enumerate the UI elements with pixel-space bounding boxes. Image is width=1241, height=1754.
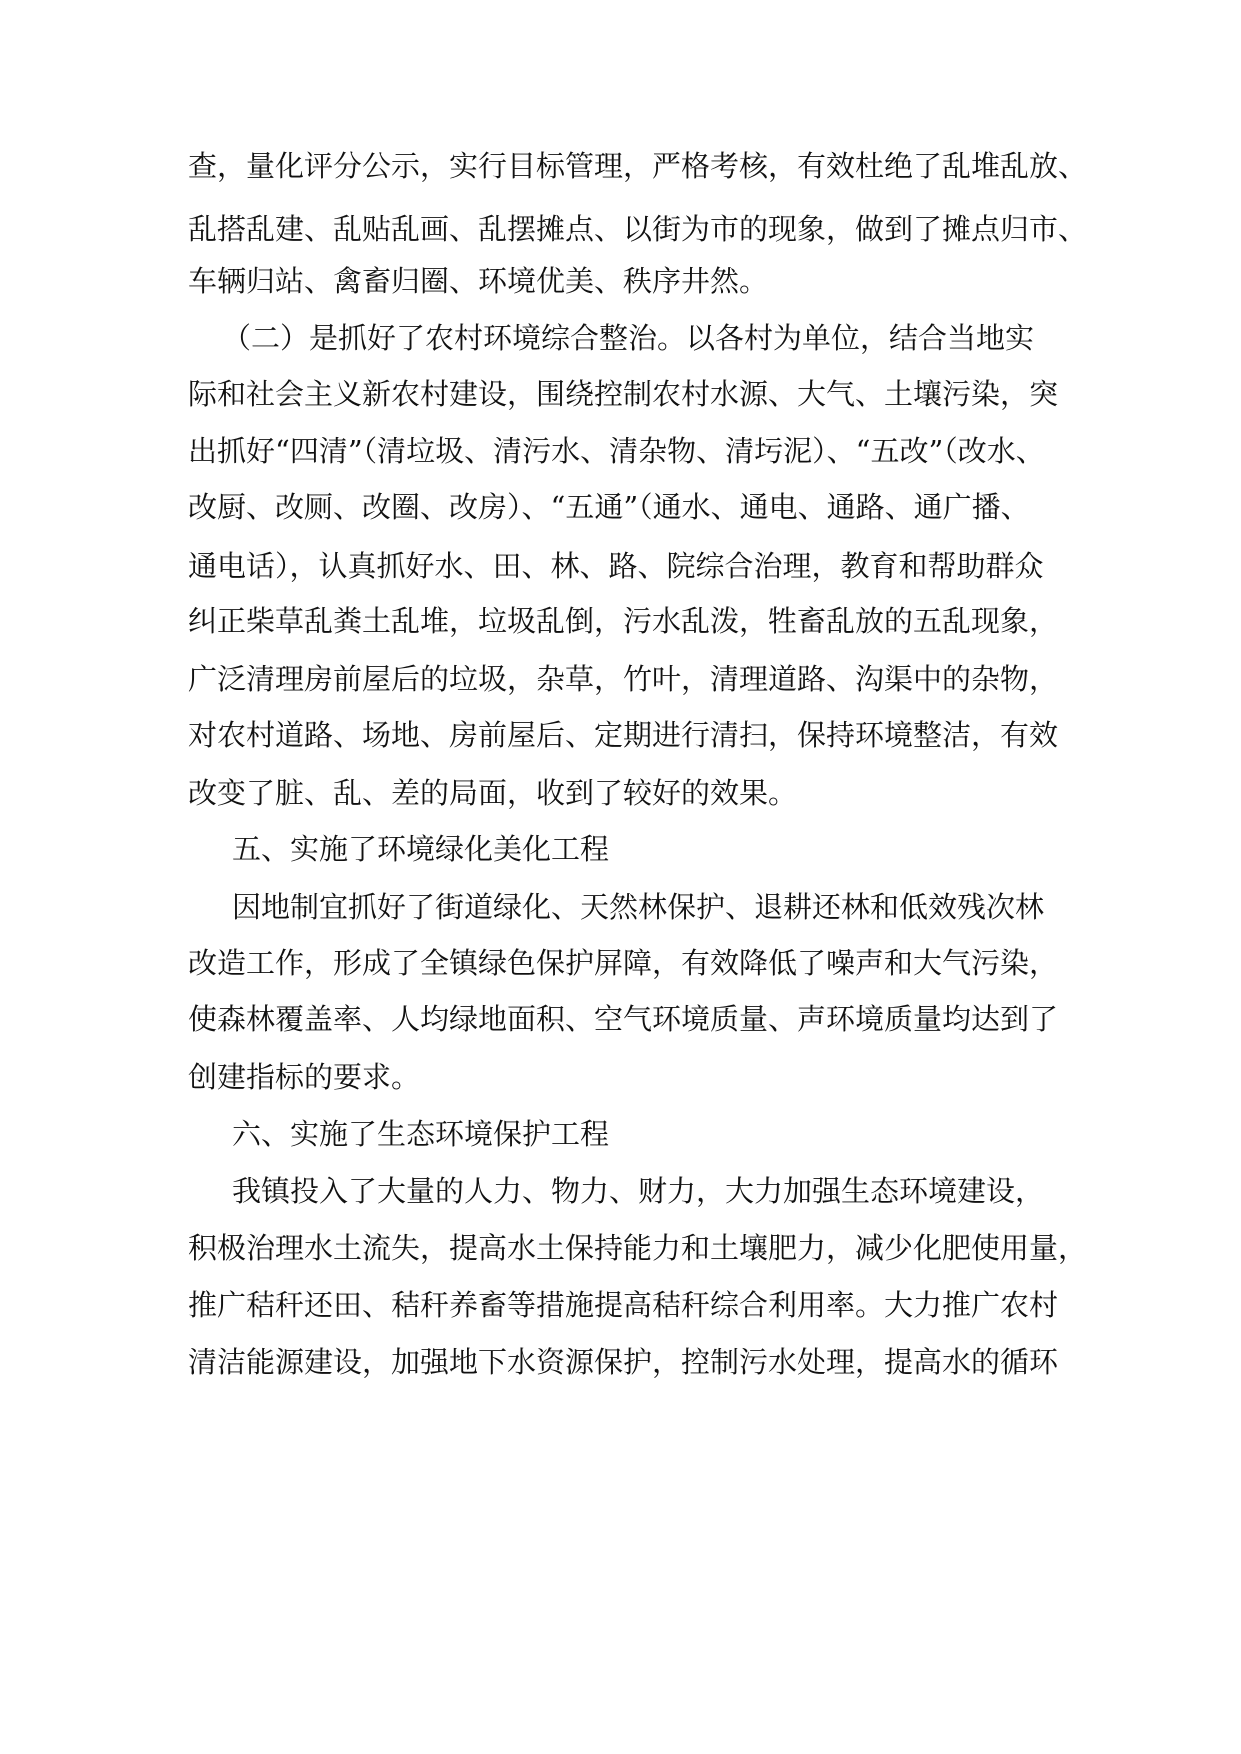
text-line: 使森林覆盖率、人均绿地面积、空气环境质量、声环境质量均达到了 xyxy=(188,1002,1059,1036)
text-line: 改厨、改厕、改圈、改房）、“五通”（通水、通电、通路、通广播、 xyxy=(188,490,1030,524)
text-line: （二）是抓好了农村环境综合整治。以各村为单位，结合当地实 xyxy=(222,321,1035,355)
text-line: 对农村道路、场地、房前屋后、定期进行清扫，保持环境整洁，有效 xyxy=(188,718,1059,752)
section-heading: 六、实施了生态环境保护工程 xyxy=(232,1117,610,1151)
text-line: 纠正柴草乱粪土乱堆，垃圾乱倒，污水乱泼，牲畜乱放的五乱现象， xyxy=(188,604,1059,638)
text-line: 车辆归站、禽畜归圈、环境优美、秩序井然。 xyxy=(188,264,769,298)
text-line: 改造工作，形成了全镇绿色保护屏障，有效降低了噪声和大气污染， xyxy=(188,946,1059,980)
text-line: 广泛清理房前屋后的垃圾，杂草，竹叶，清理道路、沟渠中的杂物， xyxy=(188,662,1059,696)
text-line: 通电话），认真抓好水、田、林、路、院综合治理，教育和帮助群众 xyxy=(188,549,1044,583)
text-line: 改变了脏、乱、差的局面，收到了较好的效果。 xyxy=(188,776,798,810)
text-line: 推广秸秆还田、秸秆养畜等措施提高秸秆综合利用率。大力推广农村 xyxy=(188,1288,1059,1322)
text-line: 查，量化评分公示，实行目标管理，严格考核，有效杜绝了乱堆乱放、 xyxy=(188,149,1088,183)
text-line: 创建指标的要求。 xyxy=(188,1060,421,1094)
section-heading: 五、实施了环境绿化美化工程 xyxy=(232,832,610,866)
text-line: 际和社会主义新农村建设，围绕控制农村水源、大气、土壤污染，突 xyxy=(188,377,1059,411)
text-line: 因地制宜抓好了街道绿化、天然林保护、退耕还林和低效残次林 xyxy=(232,890,1045,924)
text-line: 出抓好“四清”（清垃圾、清污水、清杂物、清圬泥）、“五改”（改水、 xyxy=(188,434,1045,468)
text-line: 我镇投入了大量的人力、物力、财力，大力加强生态环境建设， xyxy=(232,1174,1045,1208)
text-line: 乱搭乱建、乱贴乱画、乱摆摊点、以街为市的现象，做到了摊点归市、 xyxy=(188,212,1088,246)
text-line: 积极治理水土流失，提高水土保持能力和土壤肥力，减少化肥使用量， xyxy=(188,1231,1088,1265)
text-line: 清洁能源建设，加强地下水资源保护，控制污水处理，提高水的循环 xyxy=(188,1345,1059,1379)
